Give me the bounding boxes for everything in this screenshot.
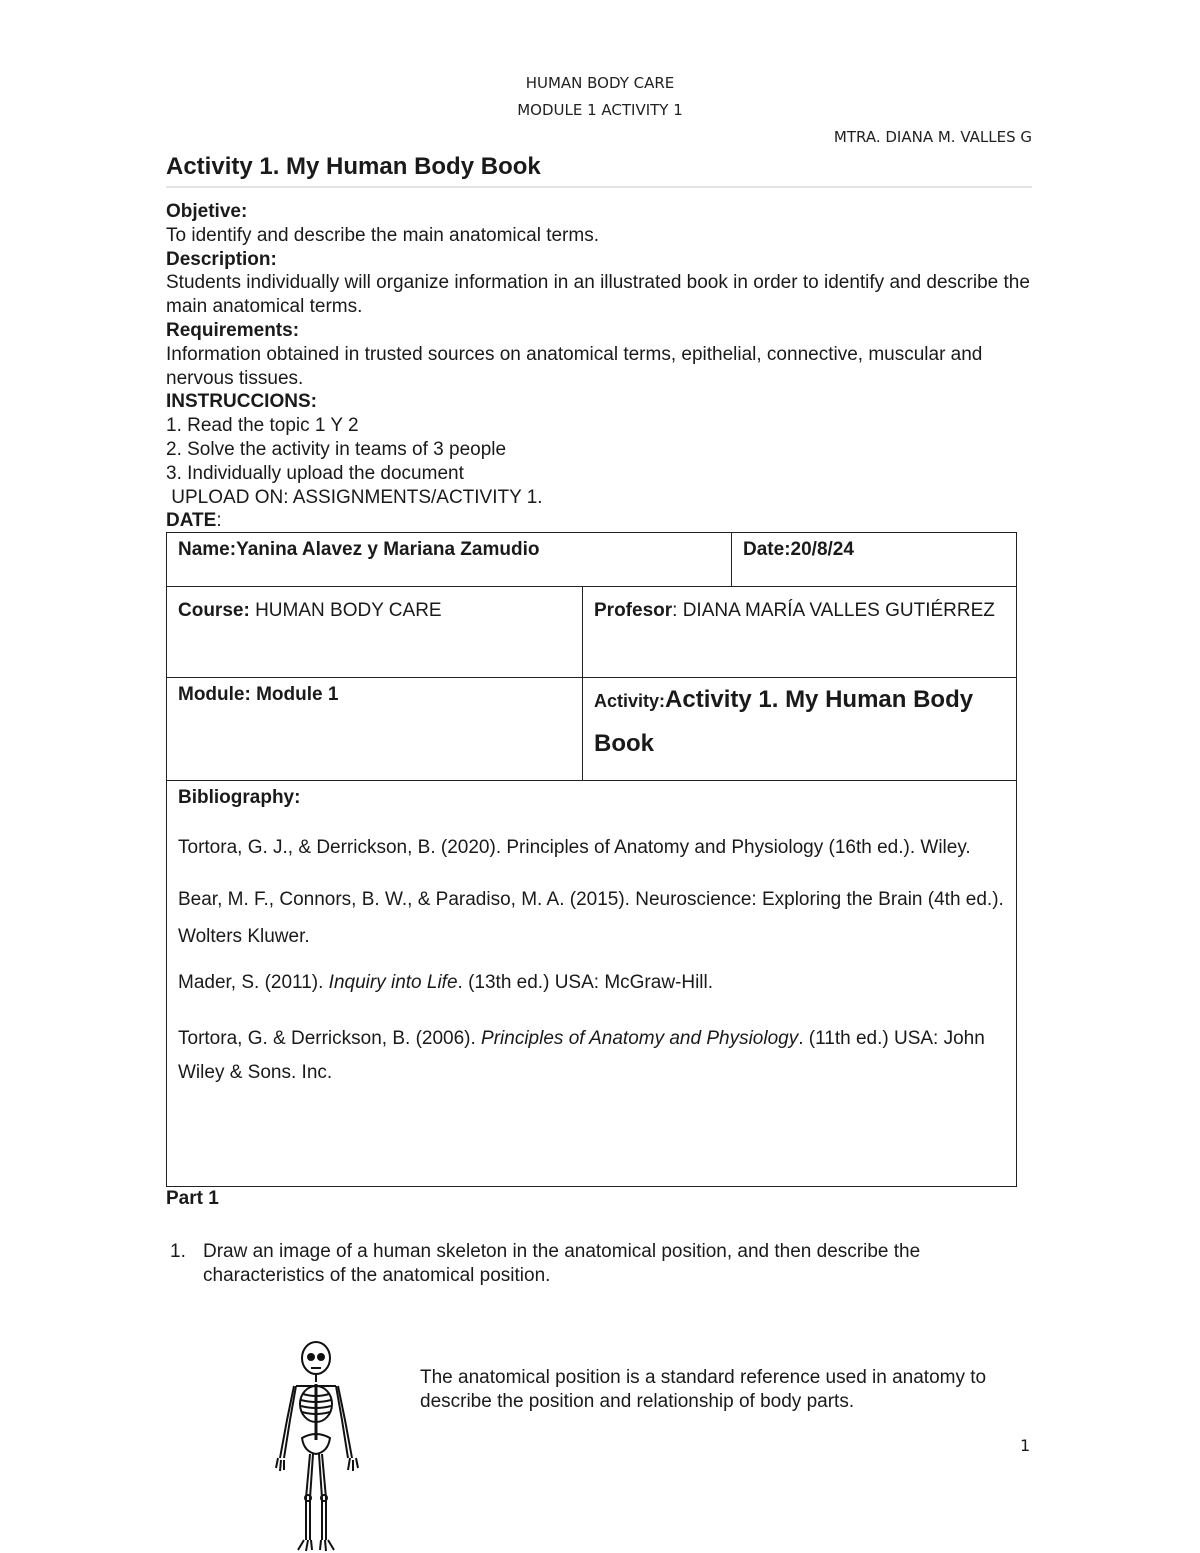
activity-info-table: [166, 532, 1017, 1187]
requirements-text: Information obtained in trusted sources on anatomical terms, epithelial, connective, muscular and nervous tissues.: [166, 343, 988, 389]
activity-value: Activity 1. My Human Body Book: [594, 686, 974, 757]
name-cell: Name:Yanina Alavez y Mariana Zamudio: [167, 533, 732, 587]
bibliography-entry: Tortora, G. J., & Derrickson, B. (2020). Principles of Anatomy and Physiology (16th ed.). Wiley.: [178, 837, 971, 858]
bibliography-entry: [178, 971, 1006, 995]
profesor-cell: [583, 587, 1017, 678]
instruction-item: 1. Read the topic 1 Y 2: [166, 415, 359, 437]
activity-details: [166, 200, 1036, 533]
header-teacher: MTRA. DIANA M. VALLES G: [833, 128, 1032, 146]
ref-text: . (13th ed.) USA: McGraw-Hill.: [457, 972, 714, 993]
instructions-label: INSTRUCCIONS:: [166, 391, 317, 413]
objective-label: Objetive:: [166, 201, 248, 222]
bibliography-entry: [178, 1022, 1006, 1090]
bibliography-entry: Bear, M. F., Connors, B. W., & Paradiso, M. A. (2015). Neuroscience: Exploring the Brain (4th ed.). Wolters Kluwer.: [178, 889, 1004, 947]
ref-title: Principles of Anatomy and Physiology: [481, 1028, 799, 1049]
requirements-label: Requirements:: [166, 319, 300, 341]
activity-label: Activity:: [594, 691, 666, 711]
activity-cell: [583, 678, 1017, 781]
bibliography-label: Bibliography:: [178, 787, 301, 808]
ref-title: Inquiry into Life: [328, 972, 458, 993]
question-text: Draw an image of a human skeleton in the anatomical position, and then describe the characteristics of the anatomical position.: [203, 1241, 921, 1286]
instruction-item: 2. Solve the activity in teams of 3 people: [166, 438, 507, 460]
question-item: [166, 1240, 1006, 1288]
page-title: Activity 1. My Human Body Book: [166, 153, 541, 180]
description-text: Students individually will organize information in an illustrated book in order to identify and describe the main anatomical terms.: [166, 272, 1036, 318]
answer-text: The anatomical position is a standard reference used in anatomy to describe the position and relationship of body parts.: [420, 1367, 987, 1412]
instruction-item: UPLOAD ON: ASSIGNMENTS/ACTIVITY 1.: [166, 486, 543, 508]
question-number: 1.: [170, 1241, 186, 1262]
course-cell: [167, 587, 583, 678]
module-cell: Module: Module 1: [167, 678, 583, 781]
ref-text: Tortora, G. & Derrickson, B. (2006).: [178, 1028, 482, 1049]
page-number: 1: [1020, 1436, 1031, 1455]
course-label: Course:: [178, 600, 250, 621]
profesor-value: : DIANA MARÍA VALLES GUTIÉRREZ: [672, 600, 995, 621]
part-heading: Part 1: [166, 1188, 219, 1209]
date-cell: Date:20/8/24: [732, 533, 1017, 587]
bibliography-cell: [167, 781, 1017, 1187]
ref-text: . (11th ed.) USA: John Wiley & Sons. Inc.: [178, 1028, 985, 1083]
date-line: [166, 509, 1036, 533]
date-colon: :: [216, 510, 222, 532]
instruction-item: 3. Individually upload the document: [166, 462, 464, 484]
skeleton-image: [270, 1340, 362, 1553]
description-label: Description:: [166, 248, 277, 270]
header-module: MODULE 1 ACTIVITY 1: [517, 101, 683, 119]
course-value: HUMAN BODY CARE: [249, 600, 442, 621]
objective-text: To identify and describe the main anatomical terms.: [166, 224, 599, 246]
ref-text: Mader, S. (2011).: [178, 972, 329, 993]
header-course: HUMAN BODY CARE: [525, 74, 675, 92]
profesor-label: Profesor: [594, 600, 673, 621]
date-label: DATE: [166, 510, 217, 532]
title-divider: [166, 186, 1032, 188]
